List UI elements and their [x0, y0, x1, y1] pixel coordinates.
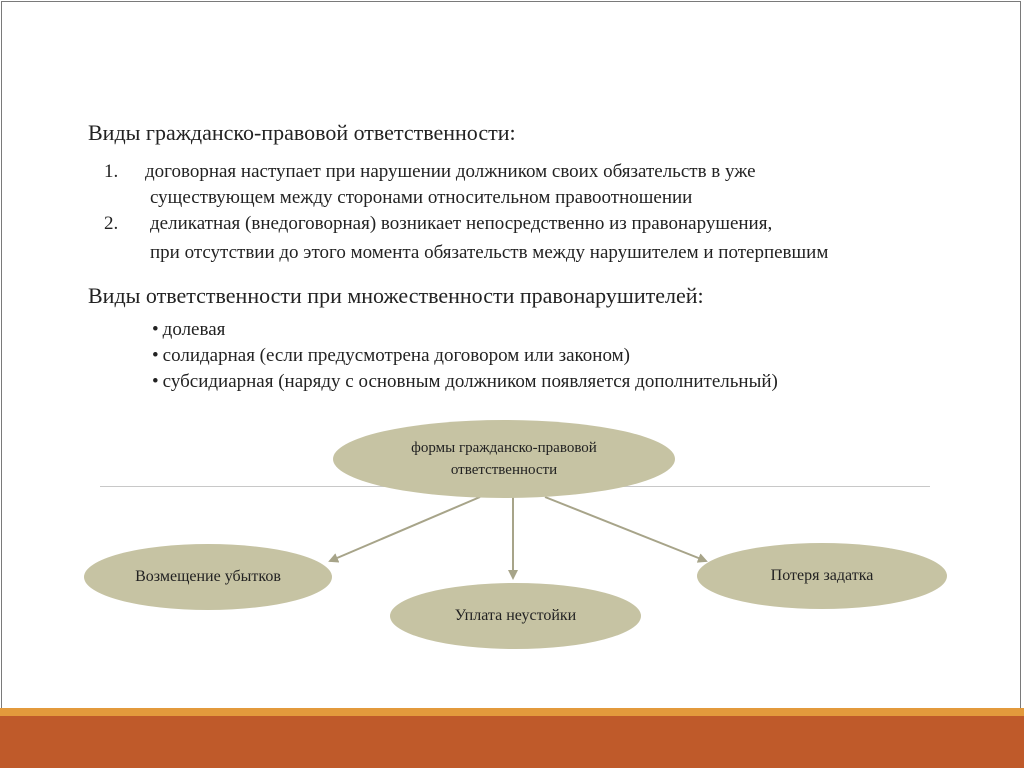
diagram-node-deposit-loss — [697, 543, 947, 609]
footer-bar — [0, 716, 1024, 768]
diagram-node-label: Возмещение убытков — [135, 568, 281, 585]
bullet-item-text: долевая — [162, 319, 226, 340]
list-item-marker: 2. — [104, 213, 119, 234]
bullet-icon: • — [152, 319, 159, 340]
diagram-root-node — [333, 420, 675, 498]
arrow-to-left — [330, 497, 480, 561]
list-item-line: при отсутствии до этого момента обязательств между нарушителем и потерпевшим — [150, 242, 829, 263]
footer-accent-bar — [0, 708, 1024, 716]
list-item-marker: 1. — [104, 161, 119, 182]
diagram-root-label: формы гражданско-правовой ответственности — [411, 440, 597, 478]
list-item-line: деликатная (внедоговорная) возникает непосредственно из правонарушения, — [150, 213, 773, 234]
heading-civil-liability-types: Виды гражданско-правовой ответственности: — [88, 120, 516, 145]
bullet-item-text: субсидиарная (наряду с основным должником появляется дополнительный) — [162, 371, 778, 392]
bullet-icon: • — [152, 371, 159, 392]
list-item-line: существующем между сторонами относительном правоотношении — [150, 187, 693, 208]
list-item-line: договорная наступает при нарушении должником своих обязательств в уже — [145, 161, 756, 182]
diagram-node-label: Потеря задатка — [770, 567, 874, 584]
diagram-node-penalty — [390, 583, 641, 649]
bullet-item-text: солидарная (если предусмотрена договором или законом) — [162, 345, 630, 366]
diagram-node-label: Уплата неустойки — [454, 607, 577, 624]
heading-multiple-offenders: Виды ответственности при множественности правонарушителей: — [88, 283, 704, 308]
diagram-node-damages — [84, 544, 332, 610]
bullet-icon: • — [152, 345, 159, 366]
arrow-to-right — [545, 497, 706, 561]
